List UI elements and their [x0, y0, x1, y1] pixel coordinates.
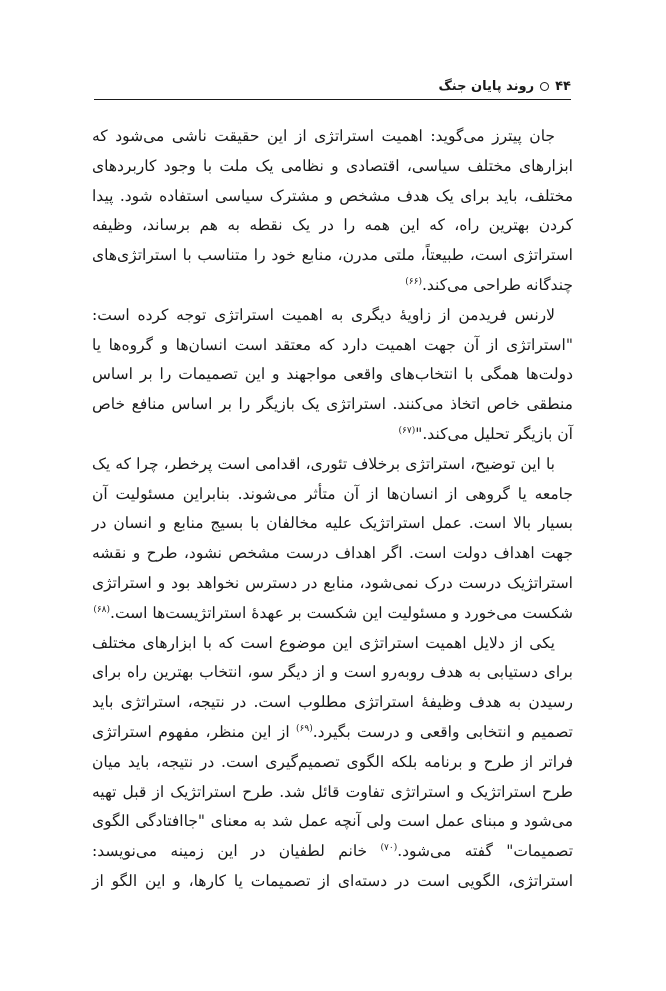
paragraph: [92, 301, 573, 450]
circle-ornament-icon: [540, 82, 549, 91]
paragraph-text: از این منظر، مفهوم استراتژی فراتر از طرح و برنامه بلکه الگوی تصمیم‌گیری است. در نتیجه، باید میان طرح استراتژیک و استراتژی تفاوت قائل شد. طرح استراتژیک از قبل تهیه می‌شود و مبنای عمل است ولی آنچه عمل شد به معنای "جاافتادگی الگوی تصمیمات" گفته می‌شود.: [92, 722, 574, 861]
running-title: روند پایان جنگ: [438, 78, 535, 94]
running-header: [94, 74, 571, 98]
paragraph-text: با این توضیح، استراتژی برخلاف تئوری، اقدامی است پرخطر، چرا که یک جامعه یا گروهی از انسان‌ها از آن متأثر می‌شوند. بنابراین مسئولیت آن بسیار بالا است. عمل استراتژیک علیه مخالفان با بسیج منابع و انسان در جهت اهداف دولت است. اگر اهداف درست مشخص نشود، طرح و نقشه استراتژیک درست درک نمی‌شود، منابع در دسترس نخواهد بود و استراتژی شکست می‌خورد و مسئولیت این شکست بر عهدهٔ استراتژیست‌ها است.: [92, 454, 573, 622]
footnote-ref: (۶۹): [296, 723, 313, 734]
paragraph: [92, 122, 573, 301]
header-rule: [94, 99, 571, 100]
footnote-ref: (۶۶): [405, 276, 422, 287]
paragraph-text: یکی از دلایل اهمیت استراتژی این موضوع است که با ابزارهای مختلف برای دستیابی به هدف روبه‌رو است و از دیگر سو، انتخاب بهترین راه برای رسیدن به هدف وظیفهٔ استراتژی مطلوب است. در نتیجه، استراتژی باید تصمیم و انتخابی واقعی و درست بگیرد.: [92, 633, 573, 741]
paragraph: [92, 629, 573, 897]
paragraph-text: خانم لطفیان در این زمینه می‌نویسد: استراتژی، الگویی است در دسته‌ای از تصمیمات یا کارها، و این الگو از: [92, 842, 573, 890]
body-text: [92, 122, 573, 897]
footnote-ref: (۶۷): [398, 425, 416, 436]
paragraph-text: جان پیترز می‌گوید: اهمیت استراتژی از این حقیقت ناشی می‌شود که ابزارهای مختلف سیاسی، اقتصادی و نظامی یک ملت با وجود کاربردهای مختلف، باید برای یک هدف مشخص و مشترک سیاسی استفاده شود. پیدا کردن بهترین راه، که این همه را در یک نقطه به هم برساند، وظیفه استراتژی است، طبیعتاً، ملتی مدرن، منابع خود را متناسب با استراتژی‌های چندگانه طراحی می‌کند.: [92, 127, 573, 294]
page-number: ۴۴: [555, 78, 571, 94]
footnote-ref: (۷۰): [380, 843, 398, 854]
footnote-ref: (۶۸): [93, 604, 111, 615]
paragraph-text: لارنس فریدمن از زاویهٔ دیگری به اهمیت استراتژی توجه کرده است: "استراتژی از آن جهت اهمیت دارد که معتقد است انسان‌ها و گروه‌ها یا دولت‌ها همگی با انتخاب‌های واقعی مواجهند و این تصمیمات را بر اساس منطقی خاص اتخاذ می‌کنند. استراتژی یک بازیگر را بر اساس منافع خاص آن بازیگر تحلیل می‌کند.": [92, 305, 573, 443]
paragraph: [92, 450, 573, 629]
